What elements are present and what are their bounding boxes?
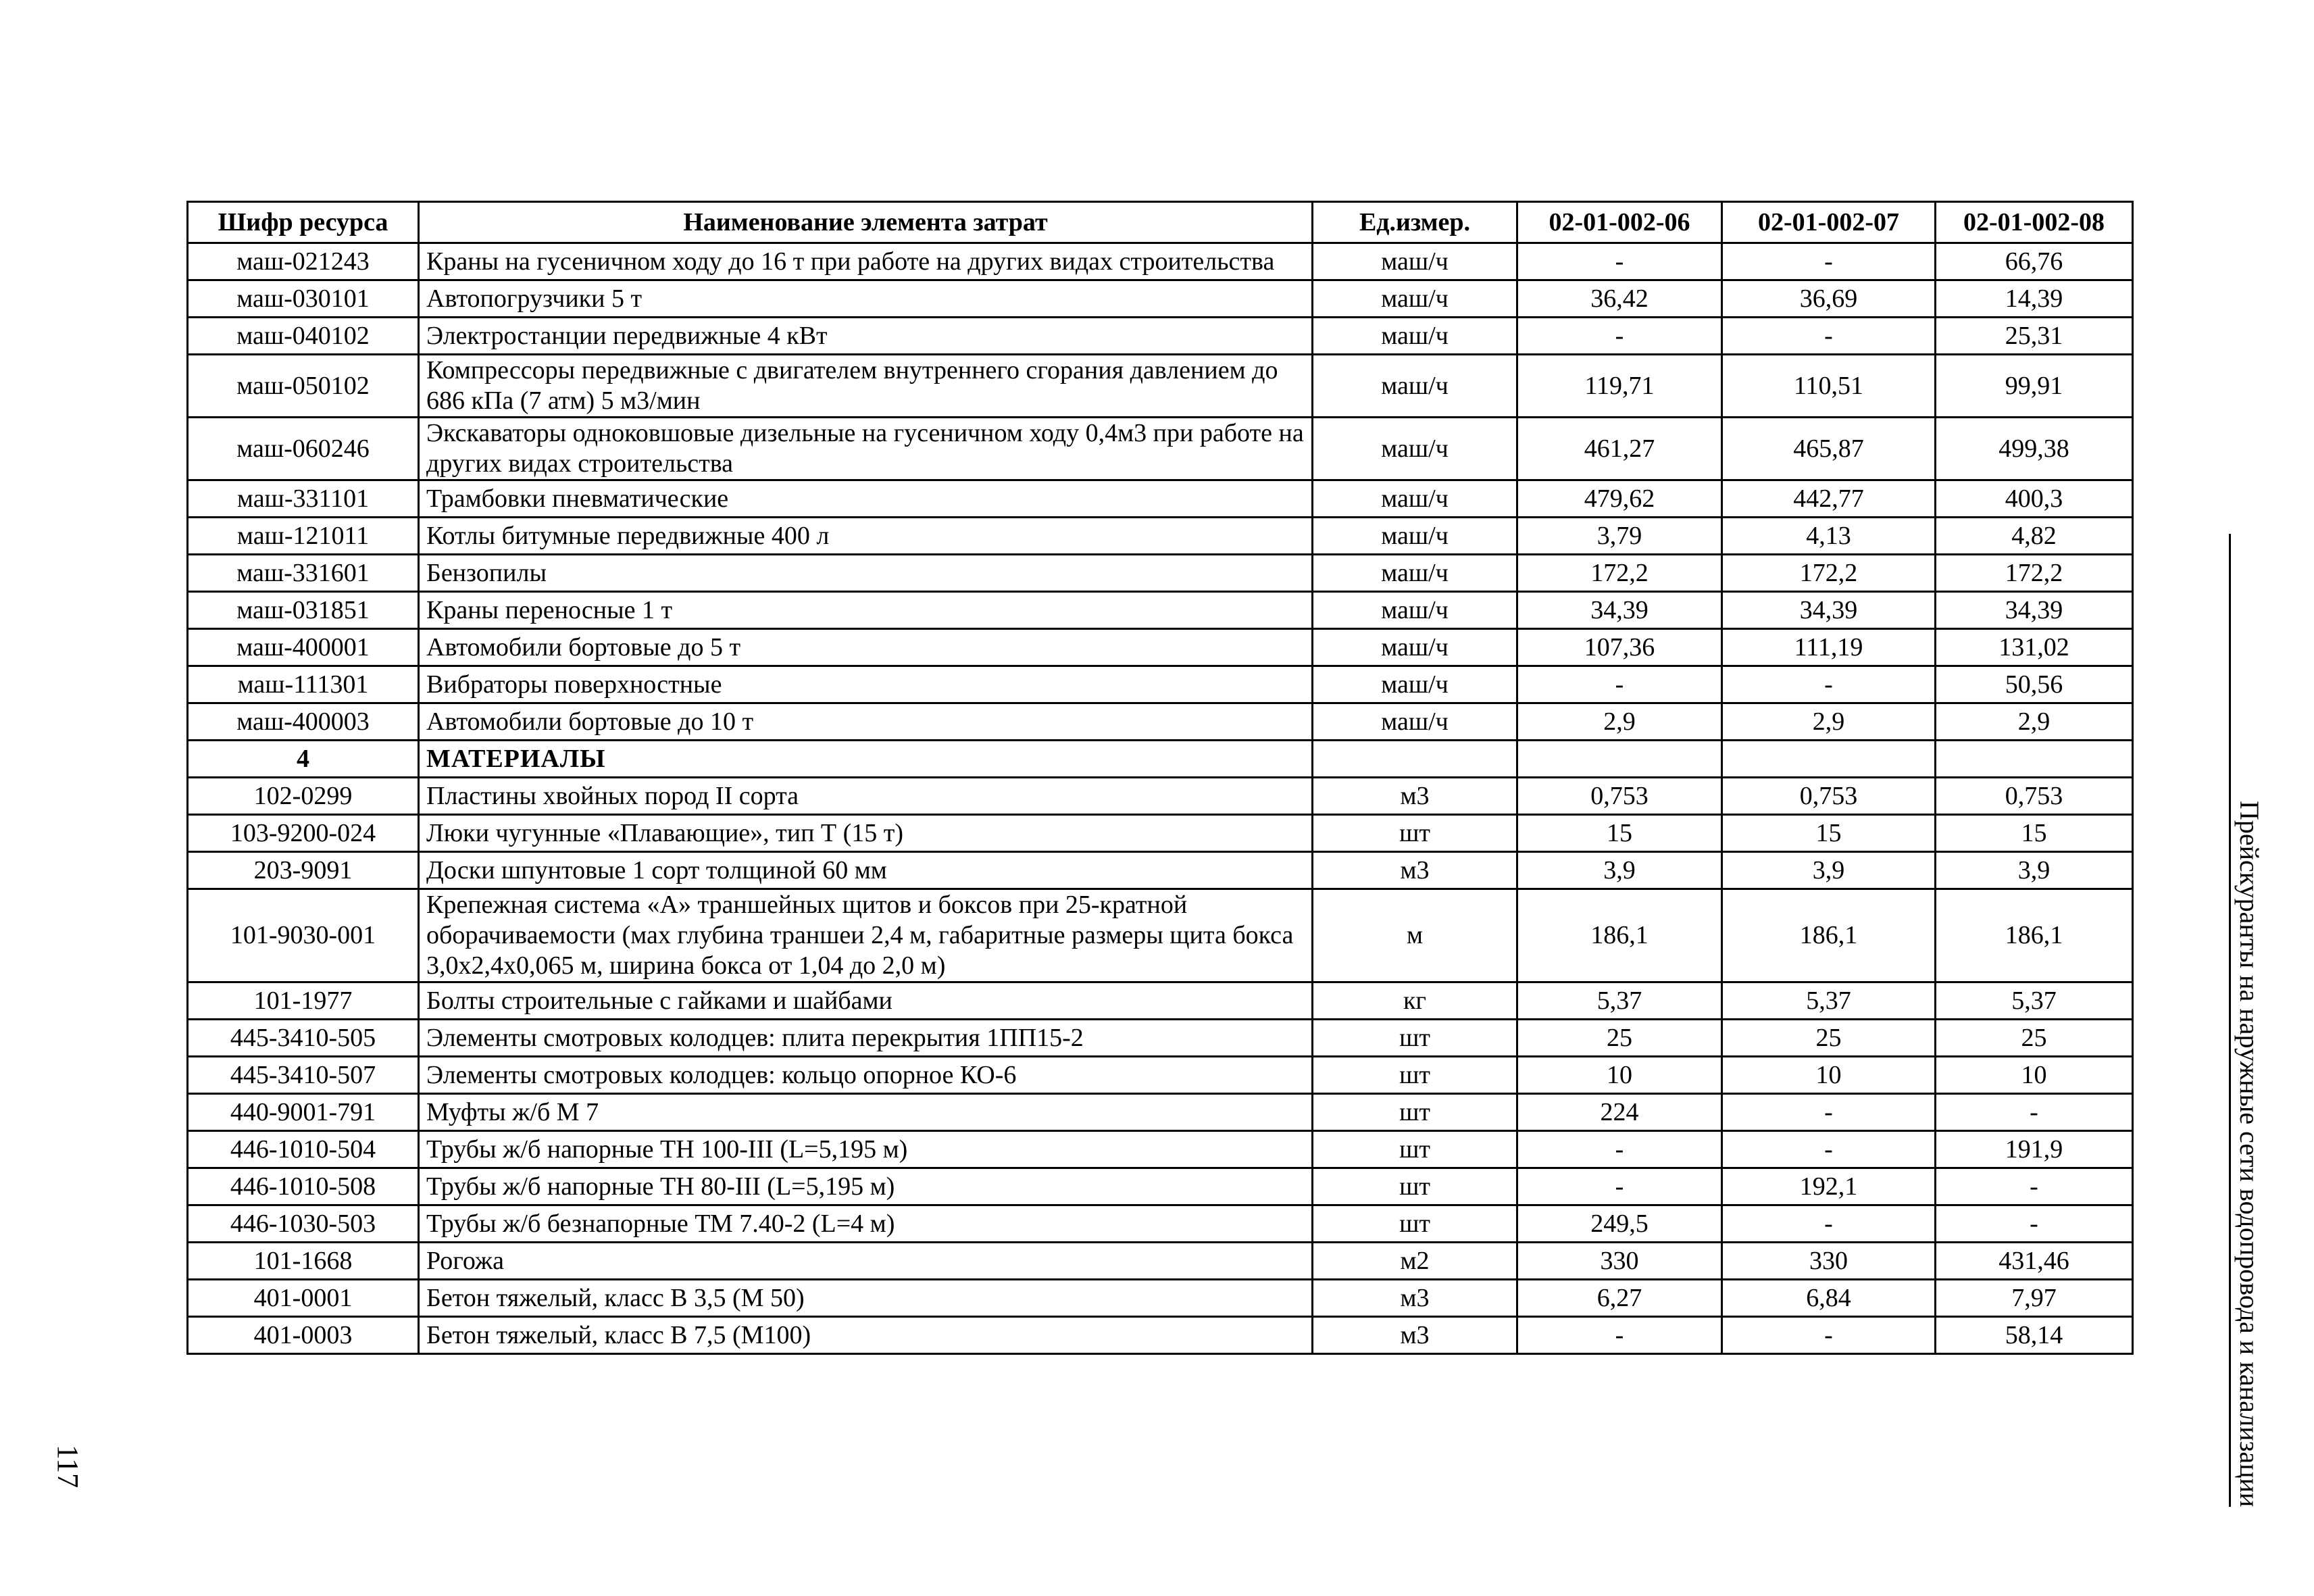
cell-value-08: 172,2	[1936, 555, 2133, 592]
cell-name: Трубы ж/б безнапорные ТМ 7.40-2 (L=4 м)	[419, 1205, 1313, 1243]
cell-value-08: 3,9	[1936, 852, 2133, 889]
table-row	[188, 1094, 2133, 1131]
cell-value-06: 25	[1517, 1020, 1722, 1057]
cell-value-08: 7,97	[1936, 1280, 2133, 1317]
cell-value-06: 186,1	[1517, 889, 1722, 982]
cell-value-08: 4,82	[1936, 518, 2133, 555]
cell-value-08: 191,9	[1936, 1131, 2133, 1168]
table-row	[188, 518, 2133, 555]
cell-value-08: 2,9	[1936, 703, 2133, 741]
cell-unit: м3	[1313, 1317, 1517, 1354]
table-row	[188, 703, 2133, 741]
table-row	[188, 889, 2133, 982]
cell-name: Трамбовки пневматические	[419, 480, 1313, 518]
cell-value-07: 15	[1722, 815, 1936, 852]
cell-value-07: 110,51	[1722, 355, 1936, 418]
cell-unit: м3	[1313, 778, 1517, 815]
cell-value-08: 50,56	[1936, 666, 2133, 703]
cell-value-06: 249,5	[1517, 1205, 1722, 1243]
cell-value-07: 465,87	[1722, 418, 1936, 480]
cell-value-07: -	[1722, 243, 1936, 280]
cell-value-08: 431,46	[1936, 1243, 2133, 1280]
page-number: 117	[51, 1444, 84, 1489]
cell-name: Бензопилы	[419, 555, 1313, 592]
cell-value-06: 3,79	[1517, 518, 1722, 555]
cell-code: 446-1010-508	[188, 1168, 419, 1205]
cell-code: маш-400003	[188, 703, 419, 741]
cell-value-07: 2,9	[1722, 703, 1936, 741]
cell-unit: маш/ч	[1313, 480, 1517, 518]
cell-name: Рогожа	[419, 1243, 1313, 1280]
cell-value-07: -	[1722, 1131, 1936, 1168]
table-body	[188, 243, 2133, 1354]
table-row	[188, 666, 2133, 703]
cell-code: маш-021243	[188, 243, 419, 280]
cell-value-08: 34,39	[1936, 592, 2133, 629]
cell-value-08: -	[1936, 1168, 2133, 1205]
cell-code: 445-3410-507	[188, 1057, 419, 1094]
cell-code: маш-060246	[188, 418, 419, 480]
cell-value-07: 0,753	[1722, 778, 1936, 815]
table-row	[188, 982, 2133, 1020]
cell-value-06: 3,9	[1517, 852, 1722, 889]
cell-unit: маш/ч	[1313, 355, 1517, 418]
cell-unit	[1313, 741, 1517, 778]
cell-name: Болты строительные с гайками и шайбами	[419, 982, 1313, 1020]
header-col-06: 02-01-002-06	[1517, 202, 1722, 243]
cell-name: Автопогрузчики 5 т	[419, 280, 1313, 318]
cell-value-07: 36,69	[1722, 280, 1936, 318]
cell-code: 101-9030-001	[188, 889, 419, 982]
cell-value-08: 15	[1936, 815, 2133, 852]
header-unit: Ед.измер.	[1313, 202, 1517, 243]
cell-name: Котлы битумные передвижные 400 л	[419, 518, 1313, 555]
cell-value-06: -	[1517, 1168, 1722, 1205]
cell-name: Вибраторы поверхностные	[419, 666, 1313, 703]
cell-name: Бетон тяжелый, класс В 3,5 (М 50)	[419, 1280, 1313, 1317]
table-row	[188, 592, 2133, 629]
table-row	[188, 815, 2133, 852]
cell-value-06: 2,9	[1517, 703, 1722, 741]
cell-value-06: -	[1517, 318, 1722, 355]
cell-name: Краны переносные 1 т	[419, 592, 1313, 629]
cell-code: маш-031851	[188, 592, 419, 629]
cell-code: 440-9001-791	[188, 1094, 419, 1131]
cell-value-08: 400,3	[1936, 480, 2133, 518]
cell-unit: шт	[1313, 1094, 1517, 1131]
cell-code: 446-1030-503	[188, 1205, 419, 1243]
cell-code: маш-030101	[188, 280, 419, 318]
cell-value-06: 330	[1517, 1243, 1722, 1280]
cell-value-07: -	[1722, 318, 1936, 355]
cell-name: Бетон тяжелый, класс В 7,5 (М100)	[419, 1317, 1313, 1354]
cell-value-08	[1936, 741, 2133, 778]
cell-unit: маш/ч	[1313, 703, 1517, 741]
cell-value-06: 5,37	[1517, 982, 1722, 1020]
cell-unit: м3	[1313, 1280, 1517, 1317]
cell-unit: шт	[1313, 1057, 1517, 1094]
cell-value-06: -	[1517, 243, 1722, 280]
table-row	[188, 852, 2133, 889]
cell-name: Автомобили бортовые до 10 т	[419, 703, 1313, 741]
cell-unit: маш/ч	[1313, 243, 1517, 280]
cell-value-08: 186,1	[1936, 889, 2133, 982]
cell-name: Экскаваторы одноковшовые дизельные на гусеничном ходу 0,4м3 при работе на других видах строительства	[419, 418, 1313, 480]
table-row	[188, 1205, 2133, 1243]
cell-value-07: 442,77	[1722, 480, 1936, 518]
cell-value-08: 25	[1936, 1020, 2133, 1057]
cell-value-06: 107,36	[1517, 629, 1722, 666]
table-row	[188, 1317, 2133, 1354]
cell-name: Пластины хвойных пород II сорта	[419, 778, 1313, 815]
cell-unit: шт	[1313, 1131, 1517, 1168]
cell-unit: шт	[1313, 1205, 1517, 1243]
cell-code: 101-1977	[188, 982, 419, 1020]
cell-value-06: 34,39	[1517, 592, 1722, 629]
cell-value-06: 10	[1517, 1057, 1722, 1094]
table-row	[188, 1131, 2133, 1168]
cell-value-07: 186,1	[1722, 889, 1936, 982]
cell-value-08: -	[1936, 1094, 2133, 1131]
cell-code: 446-1010-504	[188, 1131, 419, 1168]
cell-value-06: 479,62	[1517, 480, 1722, 518]
cell-value-07: -	[1722, 1094, 1936, 1131]
table-row	[188, 1243, 2133, 1280]
cell-value-07	[1722, 741, 1936, 778]
cell-code: маш-331101	[188, 480, 419, 518]
cell-value-07: -	[1722, 1317, 1936, 1354]
cell-code: маш-121011	[188, 518, 419, 555]
section-row	[188, 741, 2133, 778]
header-col-08: 02-01-002-08	[1936, 202, 2133, 243]
cell-unit: маш/ч	[1313, 666, 1517, 703]
cell-name: Электростанции передвижные 4 кВт	[419, 318, 1313, 355]
cell-code: 401-0003	[188, 1317, 419, 1354]
table-row	[188, 480, 2133, 518]
table-header	[188, 202, 2133, 243]
cell-name: Трубы ж/б напорные ТН 100-III (L=5,195 м)	[419, 1131, 1313, 1168]
header-row	[188, 202, 2133, 243]
cell-value-08: 99,91	[1936, 355, 2133, 418]
cell-unit: маш/ч	[1313, 555, 1517, 592]
cell-unit: м2	[1313, 1243, 1517, 1280]
cell-value-06: -	[1517, 1131, 1722, 1168]
cell-value-08: 10	[1936, 1057, 2133, 1094]
cell-value-08: 14,39	[1936, 280, 2133, 318]
cell-value-06: 6,27	[1517, 1280, 1722, 1317]
cell-unit: маш/ч	[1313, 629, 1517, 666]
cell-value-08: 131,02	[1936, 629, 2133, 666]
cell-value-07: -	[1722, 666, 1936, 703]
table-row	[188, 1020, 2133, 1057]
cell-value-07: 25	[1722, 1020, 1936, 1057]
side-title: Прейскуранты на наружные сети водопровода и канализации	[2234, 800, 2265, 1507]
cell-name: Муфты ж/б М 7	[419, 1094, 1313, 1131]
cell-value-06	[1517, 741, 1722, 778]
cell-value-08: 66,76	[1936, 243, 2133, 280]
cell-code: 102-0299	[188, 778, 419, 815]
cell-value-06: 461,27	[1517, 418, 1722, 480]
header-code: Шифр ресурса	[188, 202, 419, 243]
cell-unit: м3	[1313, 852, 1517, 889]
cell-name: Крепежная система «А» траншейных щитов и боксов при 25-кратной оборачиваемости (мах глубина траншеи 2,4 м, габаритные размеры щита бокса 3,0х2,4х0,065 м, ширина бокса от 1,04 до 2,0 м)	[419, 889, 1313, 982]
cell-value-07: 10	[1722, 1057, 1936, 1094]
cell-code: маш-050102	[188, 355, 419, 418]
price-table	[186, 201, 2134, 1355]
table-row	[188, 355, 2133, 418]
cell-value-07: 6,84	[1722, 1280, 1936, 1317]
cell-value-06: 0,753	[1517, 778, 1722, 815]
cell-code: 203-9091	[188, 852, 419, 889]
cell-value-07: 5,37	[1722, 982, 1936, 1020]
header-col-07: 02-01-002-07	[1722, 202, 1936, 243]
table-row	[188, 1057, 2133, 1094]
table-row	[188, 418, 2133, 480]
cell-name: Трубы ж/б напорные ТН 80-III (L=5,195 м)	[419, 1168, 1313, 1205]
table-row	[188, 555, 2133, 592]
cell-code: 101-1668	[188, 1243, 419, 1280]
cell-value-06: -	[1517, 666, 1722, 703]
cell-unit: маш/ч	[1313, 418, 1517, 480]
cell-name: Люки чугунные «Плавающие», тип Т (15 т)	[419, 815, 1313, 852]
cell-code: маш-331601	[188, 555, 419, 592]
cell-value-07: 34,39	[1722, 592, 1936, 629]
table-row	[188, 318, 2133, 355]
cell-value-08: 58,14	[1936, 1317, 2133, 1354]
cell-value-07: 4,13	[1722, 518, 1936, 555]
cell-code: 4	[188, 741, 419, 778]
header-name: Наименование элемента затрат	[419, 202, 1313, 243]
cell-value-08: 0,753	[1936, 778, 2133, 815]
cell-value-08: -	[1936, 1205, 2133, 1243]
cell-name: МАТЕРИАЛЫ	[419, 741, 1313, 778]
cell-name: Компрессоры передвижные с двигателем внутреннего сгорания давлением до 686 кПа (7 атм) 5 м3/мин	[419, 355, 1313, 418]
table-row	[188, 243, 2133, 280]
cell-value-06: 172,2	[1517, 555, 1722, 592]
cell-code: 445-3410-505	[188, 1020, 419, 1057]
cell-unit: маш/ч	[1313, 518, 1517, 555]
cell-unit: маш/ч	[1313, 318, 1517, 355]
cell-unit: маш/ч	[1313, 280, 1517, 318]
cell-value-07: 192,1	[1722, 1168, 1936, 1205]
cell-value-08: 5,37	[1936, 982, 2133, 1020]
cell-name: Элементы смотровых колодцев: кольцо опорное КО-6	[419, 1057, 1313, 1094]
cell-value-07: 330	[1722, 1243, 1936, 1280]
cell-value-06: 119,71	[1517, 355, 1722, 418]
cell-value-06: 36,42	[1517, 280, 1722, 318]
cell-code: 401-0001	[188, 1280, 419, 1317]
table-row	[188, 1168, 2133, 1205]
cell-value-08: 25,31	[1936, 318, 2133, 355]
cell-code: 103-9200-024	[188, 815, 419, 852]
cell-value-06: -	[1517, 1317, 1722, 1354]
cell-unit: кг	[1313, 982, 1517, 1020]
cell-value-08: 499,38	[1936, 418, 2133, 480]
table-row	[188, 280, 2133, 318]
cell-value-07: 111,19	[1722, 629, 1936, 666]
cell-value-06: 224	[1517, 1094, 1722, 1131]
table-row	[188, 629, 2133, 666]
cell-value-07: 172,2	[1722, 555, 1936, 592]
cell-unit: шт	[1313, 1020, 1517, 1057]
cell-unit: шт	[1313, 815, 1517, 852]
cell-code: маш-400001	[188, 629, 419, 666]
cell-value-07: -	[1722, 1205, 1936, 1243]
cell-name: Доски шпунтовые 1 сорт толщиной 60 мм	[419, 852, 1313, 889]
cell-name: Элементы смотровых колодцев: плита перекрытия 1ПП15-2	[419, 1020, 1313, 1057]
cell-unit: м	[1313, 889, 1517, 982]
table-row	[188, 1280, 2133, 1317]
cell-value-06: 15	[1517, 815, 1722, 852]
cell-code: маш-040102	[188, 318, 419, 355]
cell-value-07: 3,9	[1722, 852, 1936, 889]
cell-unit: шт	[1313, 1168, 1517, 1205]
cell-code: маш-111301	[188, 666, 419, 703]
cell-name: Краны на гусеничном ходу до 16 т при работе на других видах строительства	[419, 243, 1313, 280]
table-row	[188, 778, 2133, 815]
cell-unit: маш/ч	[1313, 592, 1517, 629]
cell-name: Автомобили бортовые до 5 т	[419, 629, 1313, 666]
